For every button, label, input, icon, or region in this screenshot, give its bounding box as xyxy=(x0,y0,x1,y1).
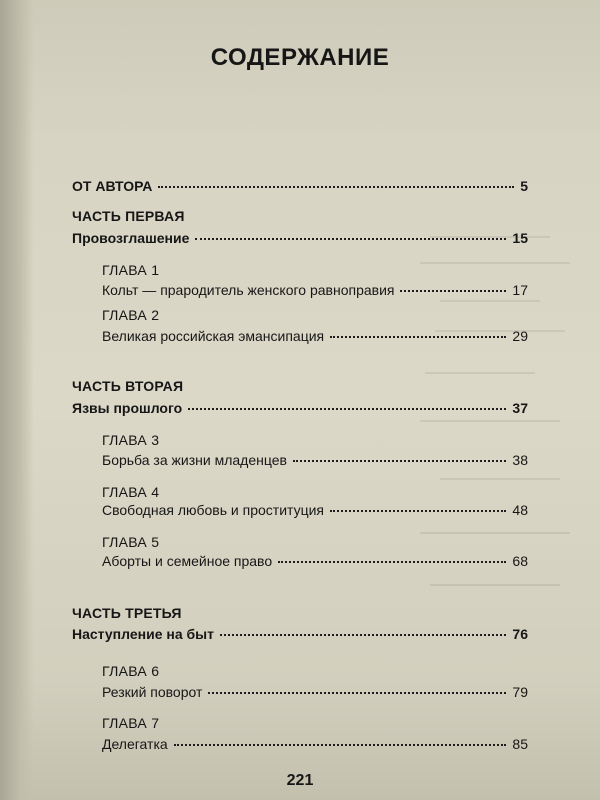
toc-page-number: 79 xyxy=(512,684,528,700)
toc-entry-title: Кольт — прародитель женского равноправия xyxy=(102,282,395,298)
toc-entry-title: Провозглашение xyxy=(72,230,190,246)
toc-page-number: 5 xyxy=(520,178,528,194)
chapter-label: ГЛАВА 3 xyxy=(102,432,160,448)
chapter-label: ГЛАВА 1 xyxy=(102,262,160,278)
page-number: 221 xyxy=(286,772,314,789)
part-label: ЧАСТЬ ВТОРАЯ xyxy=(72,378,184,394)
toc-page-number: 37 xyxy=(512,400,528,416)
dot-leader xyxy=(278,561,506,563)
contents-heading: СОДЕРЖАНИЕ xyxy=(210,44,390,71)
toc-page-number: 17 xyxy=(512,282,528,298)
chapter-label: ГЛАВА 6 xyxy=(102,663,160,679)
toc-entry-chapter[interactable] xyxy=(102,553,528,569)
toc-page-number: 76 xyxy=(512,626,528,642)
toc-entry-title: Аборты и семейное право xyxy=(102,553,273,569)
toc-entry-title: Борьба за жизни младенцев xyxy=(102,452,287,468)
dot-leader xyxy=(188,408,506,410)
dot-leader xyxy=(400,290,506,292)
toc-entry-chapter[interactable] xyxy=(102,282,528,298)
dot-leader xyxy=(293,460,507,462)
toc-entry-chapter[interactable] xyxy=(102,502,528,518)
toc-entry-part-title[interactable] xyxy=(72,230,528,246)
dot-leader xyxy=(158,186,514,188)
toc-page-number: 85 xyxy=(512,736,528,752)
toc-entry-chapter[interactable] xyxy=(102,452,528,468)
toc-entry-title: Великая российская эмансипация xyxy=(102,328,325,344)
dot-leader xyxy=(330,510,506,512)
toc-page-number: 38 xyxy=(512,452,528,468)
toc-entry-chapter[interactable] xyxy=(102,684,528,700)
toc-entry-title: Язвы прошлого xyxy=(72,400,183,416)
chapter-label: ГЛАВА 5 xyxy=(102,534,160,550)
toc-entry-title: Наступление на быт xyxy=(72,626,214,642)
toc-page-number: 15 xyxy=(512,230,528,246)
toc-page-number: 68 xyxy=(512,553,528,569)
toc-entry-title: ОТ АВТОРА xyxy=(72,178,153,194)
toc-page-number: 48 xyxy=(512,502,528,518)
toc-entry-chapter[interactable] xyxy=(102,328,528,344)
toc-page-number: 29 xyxy=(512,328,528,344)
toc-entry-title: Делегатка xyxy=(102,736,168,752)
part-label: ЧАСТЬ ПЕРВАЯ xyxy=(72,208,185,224)
chapter-label: ГЛАВА 2 xyxy=(102,307,160,323)
toc-entry-part-title[interactable] xyxy=(72,400,528,416)
part-label: ЧАСТЬ ТРЕТЬЯ xyxy=(72,605,182,621)
toc-entry-foreword[interactable] xyxy=(72,178,528,194)
toc-entry-title: Резкий поворот xyxy=(102,684,203,700)
toc-entry-chapter[interactable] xyxy=(102,736,528,752)
chapter-label: ГЛАВА 7 xyxy=(102,715,160,731)
dot-leader xyxy=(174,744,507,746)
dot-leader xyxy=(220,634,506,636)
toc-entry-title: Свободная любовь и проституция xyxy=(102,502,325,518)
dot-leader xyxy=(330,336,506,338)
dot-leader xyxy=(195,238,506,240)
dot-leader xyxy=(208,692,506,694)
chapter-label: ГЛАВА 4 xyxy=(102,484,160,500)
toc-entry-part-title[interactable] xyxy=(72,626,528,642)
